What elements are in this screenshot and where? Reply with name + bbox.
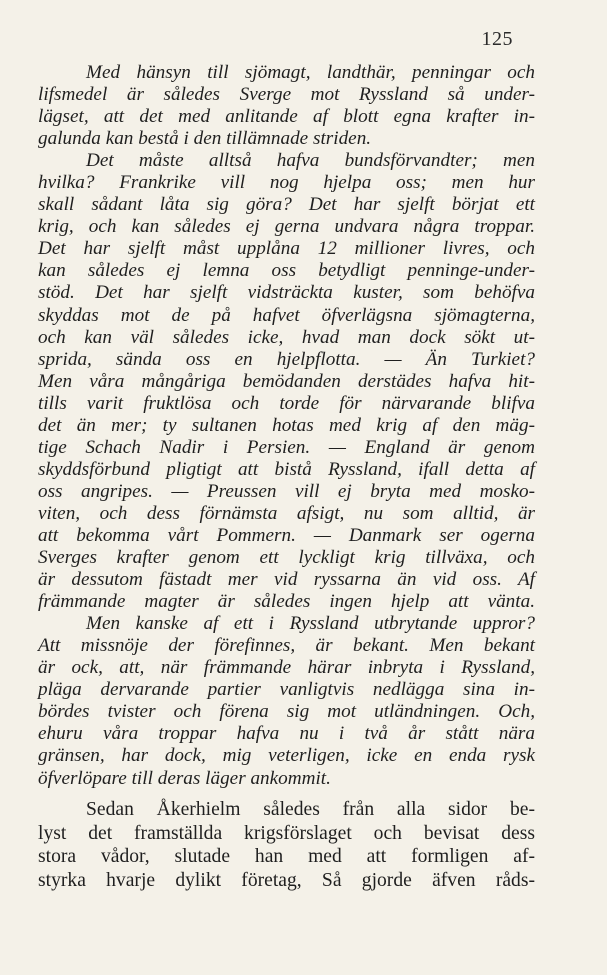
text-line: ehuru våra troppar hafva nu i två år stått nära	[38, 723, 535, 745]
text-line: lägset, att det med anlitande af blott egna krafter in-	[38, 106, 535, 128]
text-line: viten, och dess förnämsta afsigt, nu som alltid, är	[38, 502, 535, 524]
text-line: Sverges krafter genom ett lyckligt krig tillväxa, och	[38, 547, 535, 569]
text-line: tige Schach Nadir i Persien. — England är genom	[38, 436, 535, 458]
text-line: Det måste alltså hafva bundsförvandter; men	[86, 150, 535, 172]
text-line: kan således ej lemna oss betydligt penninge-under-	[38, 260, 535, 282]
text-line: att bekomma vårt Pommern. — Danmark ser ogerna	[38, 524, 535, 546]
italic-passage	[38, 62, 535, 790]
roman-passage	[38, 798, 535, 892]
text-line: är dessutom fästadt mer vid ryssarna än vid oss. Af	[38, 569, 535, 591]
text-line: stora vådor, slutade han med att formligen af-	[38, 846, 535, 868]
text-line: tills varit fruktlösa och torde för närvarande blifva	[38, 392, 535, 414]
text-line: öfverlöpare till deras läger ankommit.	[38, 767, 331, 789]
text-line: stöd. Det har sjelft vidsträckta kuster, som behöfva	[38, 282, 535, 304]
text-line: oss angripes. — Preussen vill ej bryta med mosko-	[38, 480, 535, 502]
text-line: det än mer; ty sultanen hotas med krig af den mäg-	[38, 414, 535, 436]
text-line: styrka hvarje dylikt företag, Så gjorde äfven råds-	[38, 869, 535, 891]
text-line: skyddas mot de på hafvet öfverlägsna sjömagterna,	[38, 304, 535, 326]
text-line: krig, och kan således ej gerna undvara några troppar.	[38, 216, 535, 238]
text-line: Men kanske af ett i Ryssland utbrytande uppror?	[86, 613, 535, 635]
text-line: främmande magter är således ingen hjelp att vänta.	[38, 591, 535, 613]
text-line: Det har sjelft måst upplåna 12 millioner livres, och	[38, 238, 535, 260]
page-number: 125	[481, 28, 513, 50]
text-line: Att missnöje der förefinnes, är bekant. Men bekant	[38, 635, 535, 657]
text-line: Sedan Åkerhielm således från alla sidor be-	[86, 799, 535, 820]
text-line: är ock, att, när främmande härar inbryta i Ryssland,	[38, 657, 535, 679]
text-line: lifsmedel är således Sverge mot Ryssland så under-	[38, 84, 535, 106]
text-line: lyst det framställda krigsförslaget och bevisat dess	[38, 822, 535, 844]
text-line: skall sådant låta sig göra? Det har sjelft börjat ett	[38, 194, 535, 216]
text-line: pläga dervarande partier vanligtvis nedlägga sina in-	[38, 679, 535, 701]
text-line: gränsen, har dock, mig veterligen, icke en enda rysk	[38, 745, 535, 767]
text-line: sprida, sända oss en hjelpflotta. — Än Turkiet?	[38, 348, 535, 370]
text-line: skyddsförbund pligtigt att bistå Ryssland, ifall detta af	[38, 458, 535, 480]
text-line: och kan väl således icke, hvad man dock sökt ut-	[38, 326, 535, 348]
text-line: Med hänsyn till sjömagt, landthär, penningar och	[86, 62, 535, 83]
text-line: hvilka? Frankrike vill nog hjelpa oss; men hur	[38, 172, 535, 194]
text-line: Men våra mångåriga bemödanden derstädes hafva hit-	[38, 370, 535, 392]
text-line: galunda kan bestå i den tillämnade striden.	[38, 128, 372, 150]
text-line: bördes tvister och förena sig mot utländningen. Och,	[38, 701, 535, 723]
